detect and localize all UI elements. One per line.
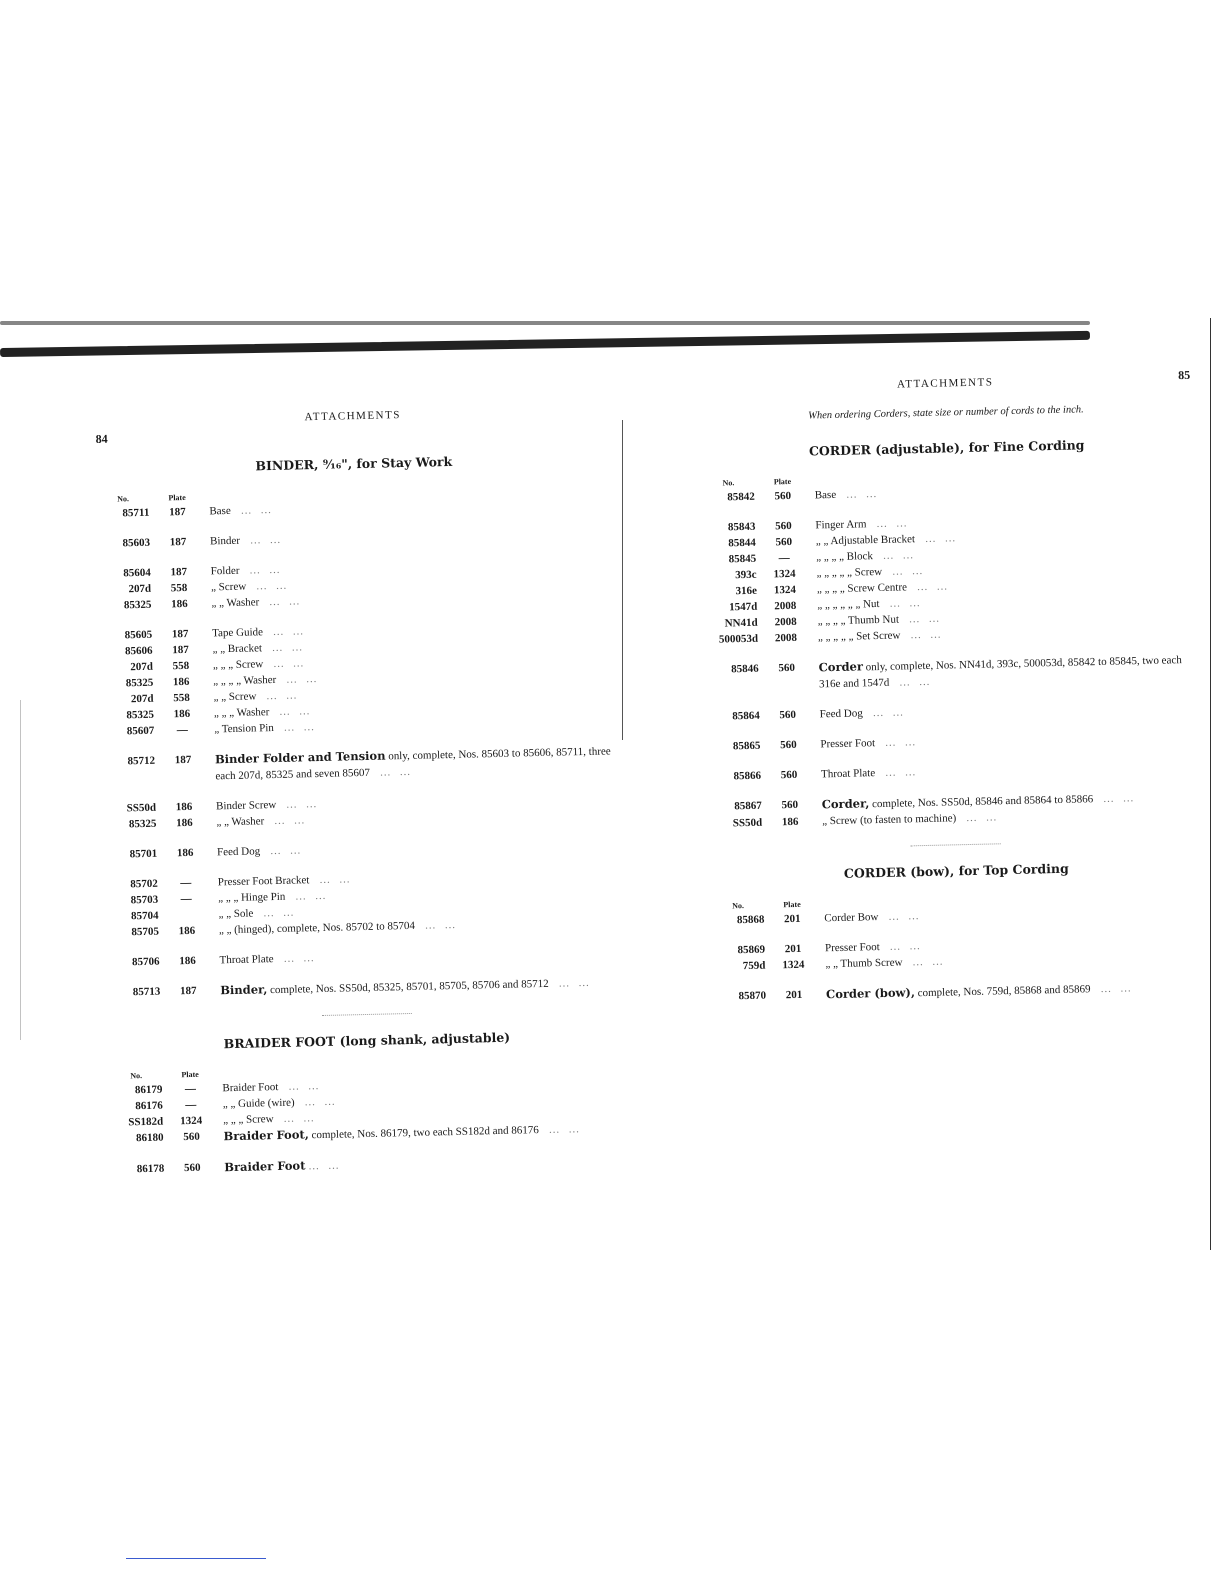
part-description-text: „ „ Bracket [212, 642, 266, 655]
leader-dots: … … [277, 721, 318, 734]
plate-number: 187 [171, 627, 189, 641]
part-row [708, 698, 1198, 725]
part-description-text: „ „ „ „ „ Set Screw [818, 629, 905, 643]
part-description-text: complete, Nos. 759d, 85868 and 85869 [918, 983, 1095, 999]
part-description-text: Presser Foot [825, 941, 884, 954]
plate-number: 186 [781, 815, 799, 829]
leader-dots: … … [883, 597, 924, 610]
leader-dots: … … [313, 873, 354, 887]
part-number: 86179 [134, 1083, 163, 1097]
part-number: 85711 [122, 506, 150, 520]
plate-number: 560 [774, 489, 792, 503]
leader-dots: … … [265, 641, 306, 655]
column-header-no: No. [722, 478, 735, 488]
plate-number: 558 [173, 691, 190, 705]
plate-number: 186 [176, 816, 193, 830]
part-description-text: „ Screw [211, 581, 250, 594]
leader-dots: … … [267, 657, 307, 671]
part-description-text: „ „ „ Washer [214, 706, 274, 719]
leader-dots: … … [277, 952, 318, 965]
leader-dots: … … [264, 844, 304, 858]
part-number: 85713 [132, 985, 161, 999]
plate-number: 201 [785, 988, 803, 1002]
part-number: 85703 [130, 893, 159, 907]
part-number: 85701 [129, 847, 158, 861]
leader-dots: … … [918, 532, 959, 546]
leader-dots: … … [260, 689, 300, 703]
leader-dots: … … [866, 706, 907, 720]
part-description-text: „ „ Thumb Screw [825, 956, 906, 970]
ordering-note: When ordering Corders, state size or number of cords to the inch. [808, 404, 1084, 422]
part-description-text: Binder [210, 535, 244, 548]
plate-number: 1324 [773, 583, 797, 597]
part-number: 86176 [135, 1099, 163, 1113]
part-description-text: Throat Plate [821, 767, 879, 780]
leader-dots: … … [373, 765, 414, 779]
part-description-text: Base [815, 489, 841, 502]
part-description-text: Throat Plate [219, 953, 277, 966]
part-description-text: „ „ „ Hinge Pin [218, 891, 289, 905]
part-number: SS182d [128, 1115, 164, 1129]
running-head: ATTACHMENTS [896, 376, 994, 391]
plate-number: 187 [169, 505, 186, 519]
part-number: 85325 [128, 817, 157, 831]
running-head: ATTACHMENTS [304, 409, 402, 424]
part-number: 85866 [733, 769, 762, 783]
leader-dots: … … [904, 628, 945, 642]
plate-number: — [184, 1082, 197, 1096]
part-number: 207d [130, 692, 154, 706]
part-number: 85604 [123, 566, 151, 580]
part-number: 86178 [136, 1162, 165, 1176]
part-description-text: „ Tension Pin [214, 722, 278, 735]
plate-number: 1324 [782, 958, 805, 972]
leader-dots: … … [280, 798, 320, 811]
plate-number: 186 [172, 675, 190, 689]
plate-number: 2008 [774, 631, 798, 645]
part-row [714, 978, 1204, 1006]
part-description-text: Tape Guide [212, 626, 267, 639]
plate-number: 560 [780, 738, 797, 752]
part-description-text: Feed Dog [217, 845, 264, 858]
plate-number: 560 [183, 1161, 201, 1175]
part-row [708, 728, 1198, 755]
plate-number: 560 [780, 768, 798, 782]
plate-number: 186 [179, 954, 196, 968]
plate-number: 560 [775, 519, 792, 533]
part-row [103, 742, 619, 787]
plate-number: 186 [171, 597, 188, 611]
leader-dots: … … [552, 976, 593, 990]
section-title: BINDER, ⁹⁄₁₆", for Stay Work [255, 453, 453, 474]
part-description-text: „ „ Guide (wire) [223, 1097, 299, 1111]
plate-number: 187 [169, 535, 187, 549]
section-title: CORDER (adjustable), for Fine Cording [808, 437, 1085, 459]
section-divider [321, 1013, 411, 1016]
part-description-text: only, complete, Nos. NN41d, 393c, 500053d, 85842 to 85845, two each 316e and 1547d [818, 654, 1182, 691]
part-description [214, 1150, 627, 1176]
part-number: 207d [128, 582, 152, 596]
column-header-plate: Plate [783, 899, 801, 910]
leader-dots: … … [418, 918, 459, 932]
part-number: 316e [735, 584, 758, 598]
leader-dots: … … [289, 889, 329, 903]
part-number: 85865 [732, 739, 761, 753]
part-number: 85842 [727, 490, 755, 504]
plate-number: 187 [172, 643, 189, 657]
part-description-text: „ „ „ Screw [213, 658, 268, 671]
leader-dots: … … [257, 906, 297, 920]
leader-dots: … … [893, 675, 933, 689]
part-description [210, 973, 623, 999]
part-description-text: „ „ „ Screw [223, 1113, 278, 1126]
plate-number: 187 [170, 565, 188, 579]
plate-number: 558 [172, 659, 190, 673]
part-description-text: Braider Foot [222, 1081, 282, 1094]
leader-dots: … … [876, 549, 917, 563]
part-row [709, 758, 1199, 785]
part-description-text: Presser Foot Bracket [218, 874, 314, 888]
part-description-text: Presser Foot [820, 737, 879, 750]
part-description-text: Finger Arm [815, 518, 870, 531]
plate-number: 187 [179, 984, 197, 998]
part-number: 85325 [123, 598, 152, 612]
part-name-bold: Corder, [821, 796, 870, 812]
part-description-text: Folder [211, 565, 244, 578]
part-number: NN41d [724, 616, 758, 630]
leader-dots: … … [243, 563, 284, 577]
section-title: CORDER (bow), for Top Cording [843, 860, 1069, 881]
part-description-text: Binder Screw [216, 799, 280, 812]
part-description-text: „ „ „ „ Screw Centre [817, 581, 911, 595]
scan-shadow-top [0, 321, 1090, 325]
leader-dots: … … [243, 533, 284, 547]
plate-number: 560 [183, 1130, 200, 1144]
part-number: 86180 [135, 1131, 164, 1145]
part-row [707, 651, 1198, 695]
leader-dots: … … [902, 612, 943, 626]
plate-number: 560 [779, 708, 797, 722]
part-description-text: „ „ Sole [218, 907, 257, 920]
right-sections [702, 435, 1205, 1006]
part-name-bold: Binder Folder and Tension [214, 748, 386, 767]
part-number: SS50d [126, 801, 157, 815]
leader-dots: … … [273, 705, 313, 719]
edge-speckle [20, 700, 21, 1040]
plate-number: — [176, 723, 188, 737]
part-number: 759d [742, 959, 766, 973]
part-description-text: complete, Nos. SS50d, 85325, 85701, 85705, 85706 and 85712 [270, 978, 553, 996]
part-number: SS50d [732, 816, 763, 830]
page-number: 85 [1177, 367, 1191, 383]
part-description-text: „ „ „ „ „ Screw [816, 566, 886, 580]
scan-shadow-bottom [0, 331, 1090, 357]
part-description [808, 651, 1197, 693]
plate-number: 201 [783, 912, 801, 926]
leader-dots: … … [882, 910, 923, 923]
part-name-bold: Corder (bow), [825, 985, 916, 1002]
plate-number: 560 [775, 535, 793, 549]
leader-dots: … … [906, 955, 947, 969]
part-description [207, 835, 620, 860]
leader-dots: … … [1094, 982, 1135, 996]
part-description-text: „ „ Washer [211, 596, 263, 609]
part-description [811, 758, 1199, 783]
leader-dots: … … [542, 1123, 583, 1137]
part-number: 85845 [728, 552, 757, 566]
part-description-text: only, complete, Nos. 85603 to 85606, 85711, three each 207d, 85325 and seven 85607 [215, 745, 611, 783]
part-number: 85870 [738, 989, 767, 1003]
part-description-text: „ „ „ „ Washer [213, 674, 280, 688]
leader-dots: … … [886, 564, 926, 578]
leader-dots: … … [277, 1112, 318, 1126]
column-header-no: No. [117, 494, 130, 504]
part-number: 85607 [126, 724, 155, 738]
leader-dots: … … [308, 1159, 343, 1173]
part-row [108, 973, 623, 1002]
leader-dots: … … [280, 672, 320, 686]
part-name-bold: Corder [818, 659, 864, 675]
plate-number: 1324 [773, 567, 796, 581]
leader-dots: … … [282, 1080, 322, 1093]
part-number: 85869 [737, 943, 766, 957]
part-number: 85846 [731, 662, 759, 676]
leader-dots: … … [879, 766, 919, 780]
part-row [98, 524, 613, 552]
leader-dots: … … [268, 814, 308, 828]
plate-number: 1324 [180, 1114, 203, 1128]
leader-dots: … … [234, 503, 275, 517]
plate-number: 558 [170, 581, 188, 595]
part-number: 1547d [729, 600, 758, 614]
part-description [816, 978, 1204, 1004]
part-description-text: „ „ „ „ „ „ Nut [817, 598, 884, 612]
plate-number: 187 [174, 753, 192, 767]
part-description-text: „ „ „ „ Thumb Nut [817, 613, 903, 627]
leader-dots: … … [883, 940, 924, 953]
footer-link-underline [126, 1558, 266, 1559]
leader-dots: … … [250, 579, 290, 593]
plate-number: 186 [173, 707, 191, 721]
plate-number: — [180, 876, 192, 890]
part-name-bold: Braider Foot [224, 1158, 306, 1175]
part-number: 85606 [124, 644, 153, 658]
leader-dots: … … [878, 736, 919, 750]
part-number: 85706 [131, 955, 160, 969]
part-description [810, 728, 1198, 753]
page-number: 84 [95, 431, 108, 446]
plate-number: — [185, 1098, 197, 1112]
part-description-text: „ „ Washer [216, 815, 268, 828]
plate-number: 560 [778, 661, 796, 675]
plate-number: 201 [784, 942, 802, 956]
part-name-bold: Braider Foot, [223, 1127, 309, 1144]
section-title: BRAIDER FOOT (long shank, adjustable) [223, 1029, 511, 1052]
plate-number: 186 [178, 924, 196, 938]
part-description-text: „ Screw (to fasten to machine) [822, 812, 960, 827]
part-row [112, 1150, 627, 1179]
leader-dots: … … [870, 517, 911, 531]
part-number: 85704 [130, 909, 159, 923]
plate-number: — [180, 892, 192, 906]
column-header-plate: Plate [773, 476, 792, 487]
leader-dots: … … [960, 811, 1000, 825]
part-description-text: Corder Bow [824, 911, 882, 924]
plate-number: 186 [175, 800, 193, 814]
part-number: 85325 [125, 676, 154, 690]
part-number: 207d [130, 660, 154, 674]
plate-number: 2008 [774, 615, 797, 629]
part-description-text: complete, Nos. 86179, two each SS182d and 86176 [311, 1124, 543, 1141]
leader-dots: … … [840, 487, 880, 501]
part-description [209, 943, 622, 968]
part-number: 85705 [131, 925, 160, 939]
part-description-text: „ „ Adjustable Bracket [816, 533, 920, 547]
part-number: 500053d [718, 632, 759, 646]
part-description [810, 698, 1198, 723]
left-page [95, 396, 627, 1178]
leader-dots: … … [263, 595, 303, 609]
left-sections [96, 450, 627, 1178]
part-number: 393c [735, 568, 757, 582]
plate-number: 186 [176, 846, 194, 860]
part-number: 85603 [122, 536, 151, 550]
part-row [105, 835, 620, 863]
part-number: 85843 [727, 520, 756, 534]
column-header-no: No. [130, 1071, 143, 1081]
part-number: 85844 [728, 536, 756, 550]
column-header-plate: Plate [181, 1069, 199, 1080]
plate-number: — [778, 552, 790, 565]
part-description [205, 742, 619, 784]
book-spine [622, 420, 623, 740]
column-header-no: No. [732, 901, 745, 911]
part-number: 85712 [127, 754, 156, 768]
column-header-plate: Plate [168, 492, 186, 503]
part-description-text: „ „ (hinged), complete, Nos. 85702 to 85704 [219, 920, 419, 937]
plate-number: 560 [781, 798, 799, 812]
part-description-text: Feed Dog [820, 707, 867, 720]
part-description [200, 524, 613, 549]
part-description-text: „ „ „ „ Block [816, 550, 877, 563]
part-description-text: Base [209, 505, 235, 518]
part-number: 85702 [130, 877, 158, 891]
part-name-bold: Binder, [220, 982, 268, 998]
leader-dots: … … [910, 580, 951, 594]
part-number: 85864 [732, 709, 760, 723]
part-number: 85325 [126, 708, 155, 722]
part-number: 85868 [736, 913, 765, 927]
part-description-text: complete, Nos. SS50d, 85846 and 85864 to 85866 [872, 793, 1097, 810]
part-number: 85605 [124, 628, 153, 642]
part-row [107, 943, 622, 971]
leader-dots: … … [1097, 792, 1137, 806]
part-description-text: „ „ Screw [213, 690, 260, 703]
section-divider [911, 843, 1001, 846]
leader-dots: … … [298, 1095, 339, 1109]
right-page [700, 364, 1204, 1006]
part-number: 85867 [734, 799, 762, 813]
plate-number: 2008 [774, 599, 797, 613]
page-edge-right [1210, 318, 1211, 1250]
leader-dots: … … [266, 625, 307, 639]
